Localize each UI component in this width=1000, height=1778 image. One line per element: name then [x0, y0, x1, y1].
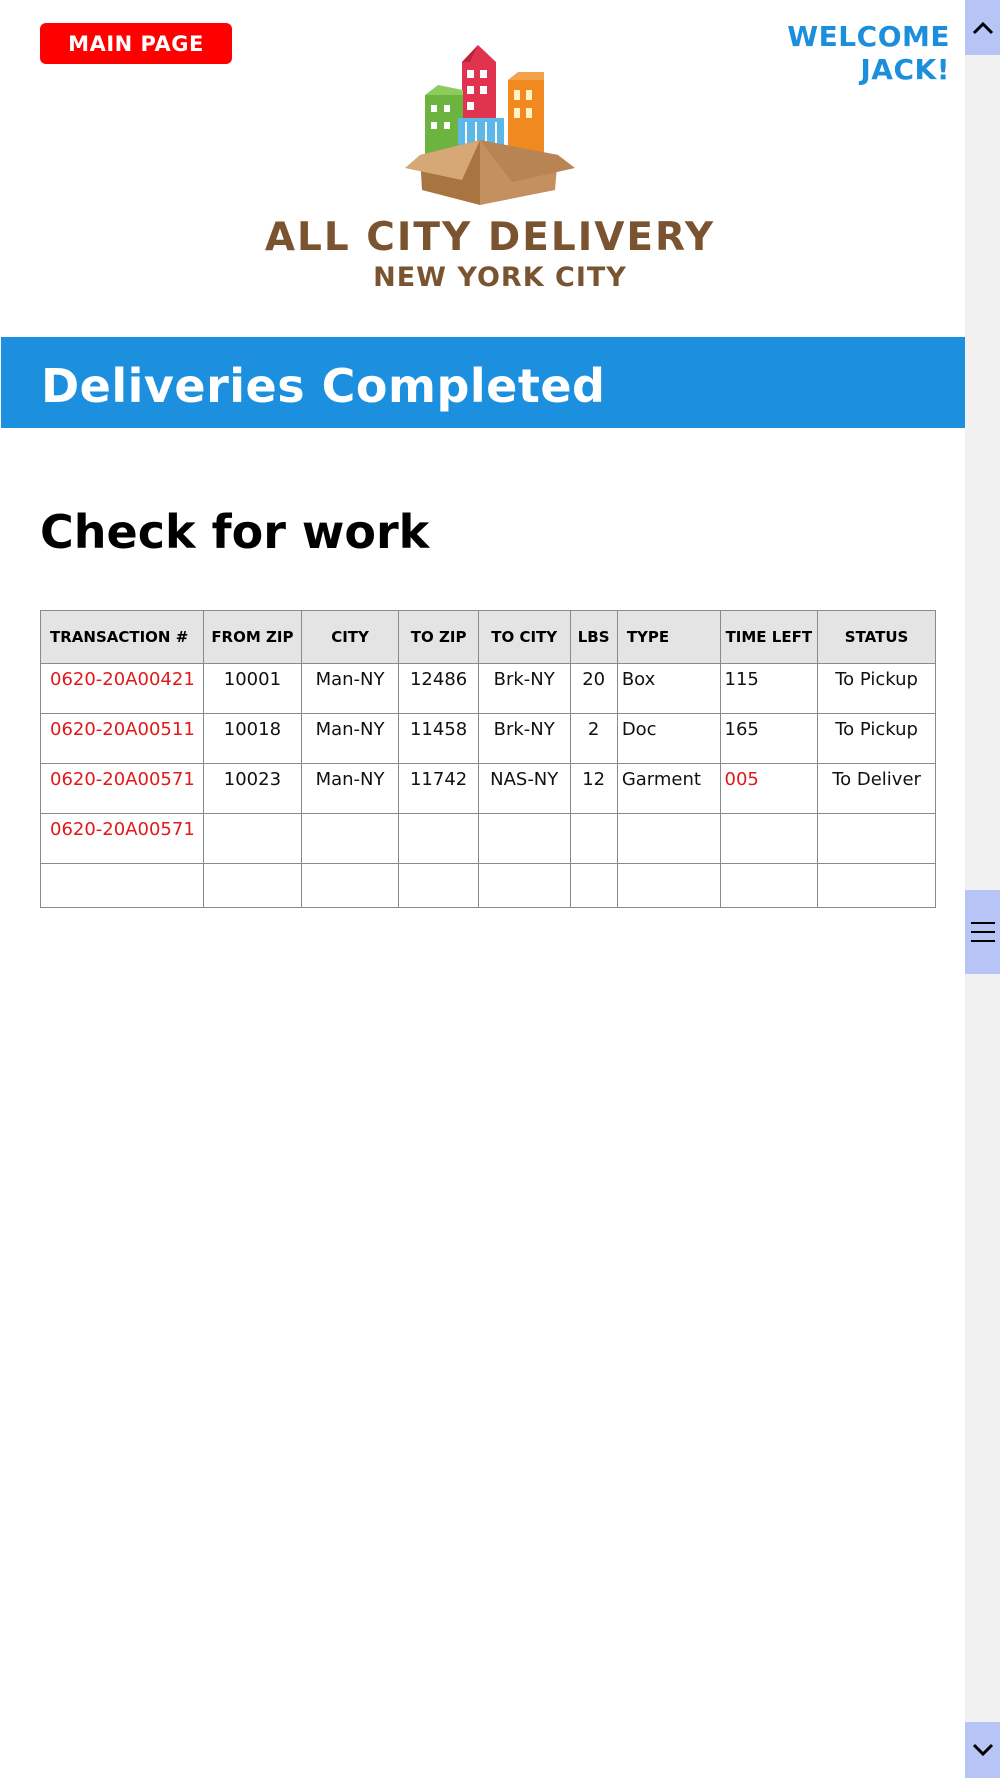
- col-to-city: TO CITY: [478, 611, 570, 664]
- city-cell: Man-NY: [301, 664, 399, 714]
- time-left-cell: [720, 864, 818, 908]
- table-row: [41, 664, 936, 714]
- from-zip-cell: [204, 814, 302, 864]
- time-left-cell: 115: [720, 664, 818, 714]
- scroll-up-button[interactable]: [965, 0, 1000, 55]
- banner-title: Deliveries Completed: [41, 359, 606, 413]
- col-time-left: TIME LEFT: [720, 611, 818, 664]
- to-city-cell: NAS-NY: [478, 764, 570, 814]
- main-page-button[interactable]: MAIN PAGE: [40, 23, 232, 64]
- time-left-cell: [720, 814, 818, 864]
- table-row: [41, 764, 936, 814]
- chevron-down-icon: [971, 1742, 995, 1758]
- to-zip-cell: [399, 814, 479, 864]
- from-zip-cell: [204, 864, 302, 908]
- col-to-zip: TO ZIP: [399, 611, 479, 664]
- col-transaction: TRANSACTION #: [41, 611, 204, 664]
- to-zip-cell: 11742: [399, 764, 479, 814]
- scroll-down-button[interactable]: [965, 1722, 1000, 1778]
- vertical-scrollbar[interactable]: [965, 0, 1000, 1778]
- time-left-cell: 165: [720, 714, 818, 764]
- city-cell: Man-NY: [301, 714, 399, 764]
- col-type: TYPE: [617, 611, 720, 664]
- to-zip-cell: 12486: [399, 664, 479, 714]
- lbs-cell: 2: [570, 714, 617, 764]
- deliveries-banner: [1, 337, 965, 428]
- status-cell: [818, 864, 936, 908]
- table-row: [41, 864, 936, 908]
- city-cell: [301, 814, 399, 864]
- grip-lines-icon: [969, 918, 997, 946]
- col-city: CITY: [301, 611, 399, 664]
- table-row: [41, 714, 936, 764]
- transaction-link[interactable]: 0620-20A00421: [41, 664, 204, 714]
- transaction-link[interactable]: 0620-20A00571: [41, 814, 204, 864]
- brand-name: ALL CITY DELIVERY: [264, 215, 716, 260]
- status-cell: To Deliver: [818, 764, 936, 814]
- col-from-zip: FROM ZIP: [204, 611, 302, 664]
- from-zip-cell: 10023: [204, 764, 302, 814]
- to-city-cell: [478, 814, 570, 864]
- city-cell: [301, 864, 399, 908]
- transaction-link[interactable]: 0620-20A00571: [41, 764, 204, 814]
- from-zip-cell: 10001: [204, 664, 302, 714]
- table-header-row: [41, 611, 936, 664]
- welcome-message: WELCOME JACK!: [787, 20, 950, 86]
- type-cell: [617, 814, 720, 864]
- section-title: Check for work: [40, 505, 430, 559]
- brand-city: NEW YORK CITY: [373, 262, 627, 293]
- type-cell: Doc: [617, 714, 720, 764]
- status-cell: To Pickup: [818, 664, 936, 714]
- type-cell: [617, 864, 720, 908]
- from-zip-cell: 10018: [204, 714, 302, 764]
- to-zip-cell: [399, 864, 479, 908]
- scroll-thumb[interactable]: [965, 890, 1000, 974]
- transaction-cell: [41, 864, 204, 908]
- chevron-up-icon: [971, 20, 995, 36]
- lbs-cell: [570, 814, 617, 864]
- to-city-cell: Brk-NY: [478, 664, 570, 714]
- lbs-cell: [570, 864, 617, 908]
- lbs-cell: 12: [570, 764, 617, 814]
- table-row: [41, 814, 936, 864]
- city-box-logo-icon: [400, 40, 580, 215]
- status-cell: To Pickup: [818, 714, 936, 764]
- city-cell: Man-NY: [301, 764, 399, 814]
- type-cell: Garment: [617, 764, 720, 814]
- col-status: STATUS: [818, 611, 936, 664]
- type-cell: Box: [617, 664, 720, 714]
- time-left-cell: 005: [720, 764, 818, 814]
- status-cell: [818, 814, 936, 864]
- col-lbs: LBS: [570, 611, 617, 664]
- transaction-link[interactable]: 0620-20A00511: [41, 714, 204, 764]
- to-city-cell: Brk-NY: [478, 714, 570, 764]
- to-zip-cell: 11458: [399, 714, 479, 764]
- jobs-table: [40, 610, 936, 908]
- lbs-cell: 20: [570, 664, 617, 714]
- to-city-cell: [478, 864, 570, 908]
